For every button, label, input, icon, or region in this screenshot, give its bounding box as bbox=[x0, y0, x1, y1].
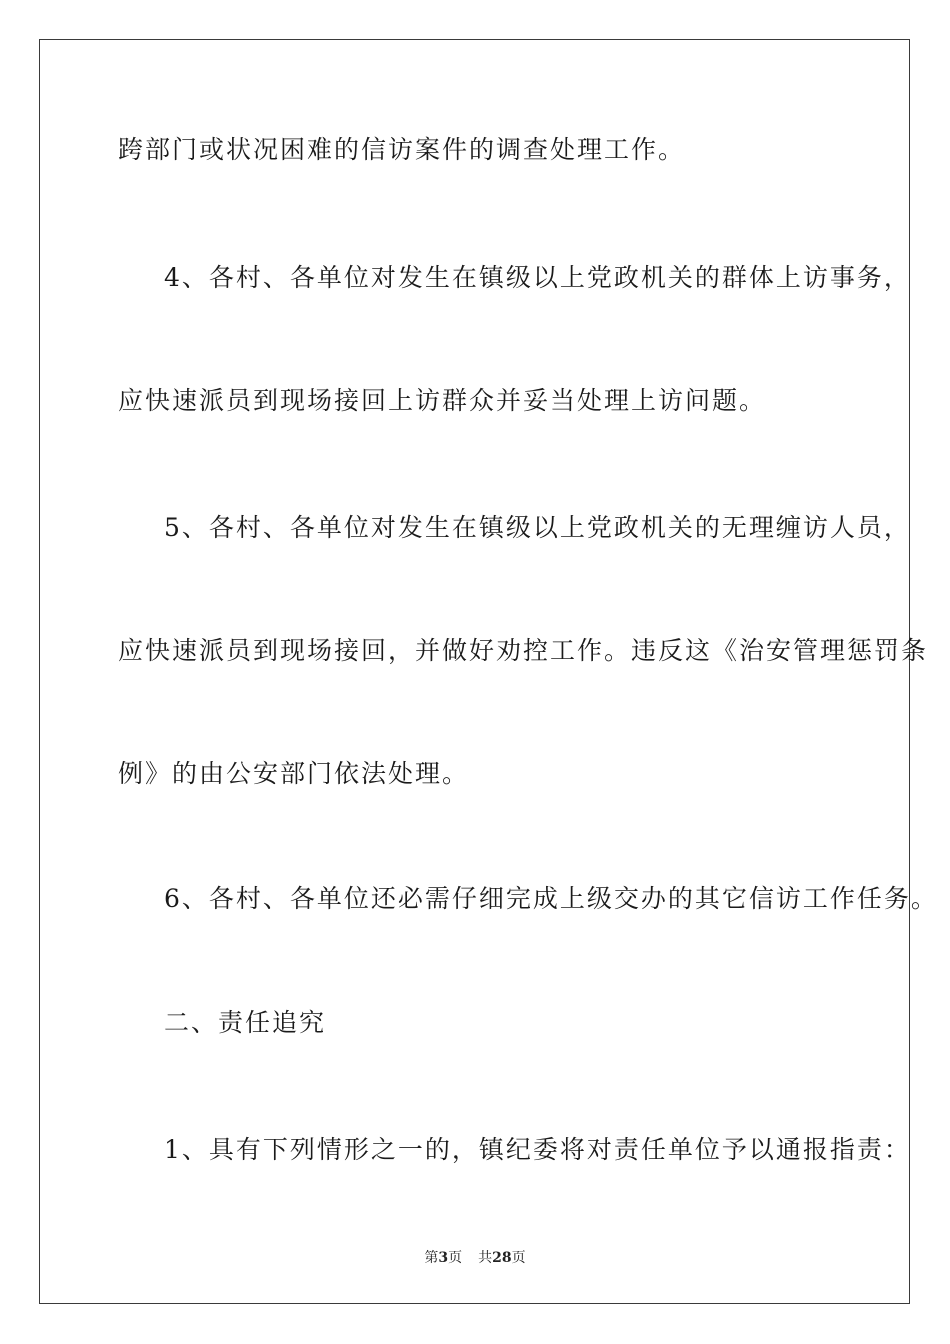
footer-total-pages: 28 bbox=[492, 1250, 512, 1266]
text-line-3: 应快速派员到现场接回上访群众并妥当处理上访问题。 bbox=[118, 386, 767, 415]
page-border bbox=[39, 39, 910, 1304]
footer-page-suffix: 页 bbox=[448, 1250, 463, 1266]
text-line-9: 1、具有下列情形之一的，镇纪委将对责任单位予以通报指责： bbox=[164, 1135, 911, 1164]
footer-total-suffix: 页 bbox=[511, 1250, 526, 1266]
page-footer bbox=[0, 1249, 950, 1267]
text-line-6: 例》的由公安部门依法处理。 bbox=[118, 759, 470, 788]
text-line-5: 应快速派员到现场接回，并做好劝控工作。违反这《治安管理惩罚条 bbox=[118, 636, 929, 665]
footer-page-prefix: 第 bbox=[424, 1250, 439, 1266]
footer-total-prefix: 共 bbox=[478, 1250, 493, 1266]
text-line-2: 4、各村、各单位对发生在镇级以上党政机关的群体上访事务， bbox=[164, 263, 911, 292]
text-line-1: 跨部门或状况困难的信访案件的调查处理工作。 bbox=[118, 135, 686, 164]
text-line-4: 5、各村、各单位对发生在镇级以上党政机关的无理缠访人员， bbox=[164, 513, 911, 542]
text-line-7: 6、各村、各单位还必需仔细完成上级交办的其它信访工作任务。 bbox=[164, 884, 938, 913]
section-heading: 二、责任追究 bbox=[164, 1008, 327, 1037]
footer-page-number: 3 bbox=[438, 1250, 449, 1266]
